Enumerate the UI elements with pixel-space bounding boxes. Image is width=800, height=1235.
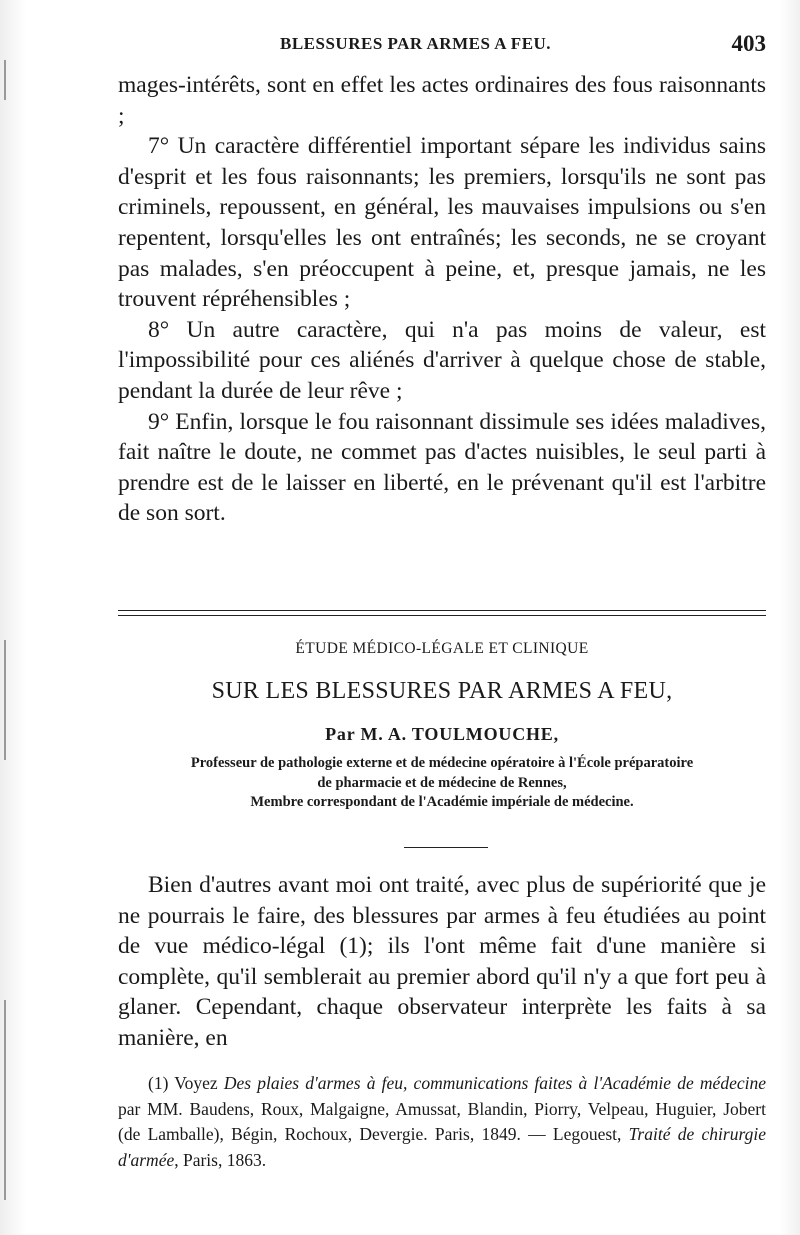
paragraph: mages-intérêts, sont en effet les actes ordinaires des fous raisonnants ; [118, 72, 766, 129]
body-text-top [118, 70, 766, 529]
page-number: 403 [731, 31, 766, 56]
running-title: BLESSURES PAR ARMES A FEU. [280, 34, 552, 53]
section-heading: ÉTUDE MÉDICO-LÉGALE ET CLINIQUE [295, 640, 589, 657]
author-affiliation [118, 754, 766, 813]
gutter-mark [4, 1000, 6, 1200]
paragraph: 9° Enfin, lorsque le fou raisonnant dissimule ses idées maladives, fait naître le doute, ne commet pas d'actes nuisibles, le seul parti à prendre est de le laisser en liberté, en le prévenant qu'il est l'arbitre de son sort. [118, 408, 766, 527]
footnote-marker: (1) Voyez [148, 1073, 224, 1093]
gutter-mark [4, 640, 6, 760]
author-line: Par M. A. TOULMOUCHE, [325, 724, 559, 744]
footnote-plain: , Paris, 1863. [174, 1149, 267, 1170]
footnote-plain: par MM. Baudens, Roux, Malgaigne, Amussat, Blandin, Piorry, Velpeau, Huguier, Jobert (de Lamballe), Bégin, Rochoux, Devergie. Paris, 1849. — Legouest, [118, 1098, 766, 1144]
footnote-italic: Des plaies d'armes à feu, communications faites à l'Académie de médecine [223, 1073, 766, 1093]
footnote-italic: Traité de chirurgie d'armée [118, 1124, 766, 1170]
paragraph: 8° Un autre caractère, qui n'a pas moins de valeur, est l'impossibilité pour ces aliénés d'arriver à quelque chose de stable, pendant la durée de leur rêve ; [118, 316, 766, 404]
paragraph: 7° Un caractère différentiel important sépare les individus sains d'esprit et les fous raisonnants; les premiers, lorsqu'ils ne sont pas criminels, repoussent, en général, les mauvaises impulsions ou s'en repentent, lorsqu'elles les ont entraînés; les seconds, ne se croyant pas malades, s'en préoccupent à peine, et, presque jamais, ne les trouvent répréhensibles ; [118, 133, 766, 313]
article-title: SUR LES BLESSURES PAR ARMES A FEU, [211, 678, 673, 704]
affiliation-line: de pharmacie et de médecine de Rennes, [317, 774, 567, 791]
affiliation-line: Membre correspondant de l'Académie impériale de médecine. [250, 794, 634, 810]
paragraph: Bien d'autres avant moi ont traité, avec plus de supériorité que je ne pourrais le faire, des blessures par armes à feu étudiées au point de vue médico-légal (1); ils l'ont même fait d'une manière si complète, qu'il semblerait au premier abord qu'il n'y a que fort peu à glaner. Cependant, chaque observateur interprète les faits à sa manière, en [118, 872, 766, 1051]
affiliation-line: Professeur de pathologie externe et de médecine opératoire à l'École préparatoire [190, 755, 694, 771]
footnote [118, 1071, 766, 1173]
body-text-bottom [118, 870, 766, 1054]
running-head [120, 31, 770, 58]
gutter-mark [4, 60, 6, 100]
short-rule [404, 847, 488, 848]
section-divider [118, 610, 766, 616]
footnote-text [118, 1071, 766, 1173]
